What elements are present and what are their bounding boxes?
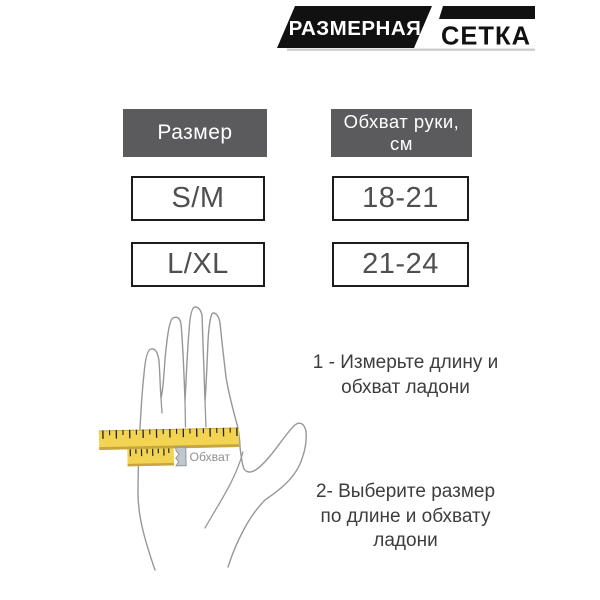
instruction-step-1 bbox=[283, 351, 528, 400]
girth-header-line2: см bbox=[390, 133, 413, 154]
table-cell-girth-lxl bbox=[332, 242, 469, 287]
table-header-girth bbox=[331, 109, 472, 157]
step2-line1: 2- Выберите размер bbox=[315, 481, 496, 502]
banner-title-left: РАЗМЕРНАЯ bbox=[288, 17, 422, 40]
banner-title-right: СЕТКА bbox=[441, 22, 531, 51]
size-sm-value: S/M bbox=[171, 182, 225, 214]
step1-line2: обхват ладони bbox=[341, 376, 470, 398]
girth-sm-value: 18-21 bbox=[362, 182, 439, 214]
step2-line2: по длине и обхвату bbox=[320, 505, 491, 527]
table-cell-girth-sm bbox=[332, 176, 469, 221]
table-header-size bbox=[123, 109, 267, 157]
banner bbox=[277, 6, 535, 53]
tape-girth-label: Обхват bbox=[189, 450, 231, 464]
table-cell-size-lxl bbox=[131, 242, 265, 287]
table-cell-size-sm bbox=[131, 176, 265, 221]
banner-top-bar bbox=[439, 6, 535, 19]
instruction-step-2 bbox=[283, 480, 528, 554]
table-header-girth-label bbox=[344, 111, 460, 155]
hand-illustration bbox=[97, 297, 312, 572]
step2-line3: ладони bbox=[373, 530, 438, 551]
girth-header-line1: Обхват руки, bbox=[343, 111, 460, 132]
table-header-size-label: Размер bbox=[157, 121, 233, 144]
size-lxl-value: L/XL bbox=[167, 248, 229, 280]
girth-lxl-value: 21-24 bbox=[362, 248, 439, 280]
step1-line1: 1 - Измерьте длину и bbox=[312, 352, 499, 373]
